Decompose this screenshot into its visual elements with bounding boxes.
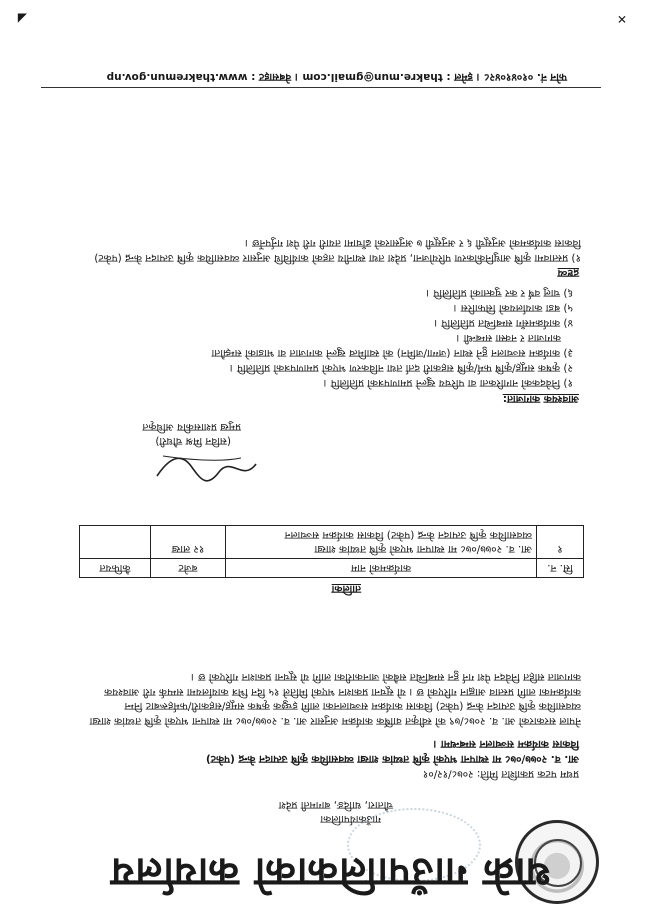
column-header-program: कार्यक्रमको नाम (226, 559, 537, 578)
program-table (79, 525, 584, 578)
document-item-6: ६) चालु वर्ष र कर चुक्ताको प्रतिलिपि । (426, 287, 573, 299)
office-title: थाक्रे गाउँपालिकाको कार्यालय (110, 849, 551, 896)
office-address: चौतारा, धादिङ, बागमती प्रदेश (278, 799, 393, 811)
signatory-designation: प्रमुख प्रशासकीय अधिकृत (142, 421, 241, 433)
corner-tick-mark: ✕ (616, 12, 627, 26)
document-item-5: ५) बडा कार्यालयको सिफारिस । (453, 302, 573, 314)
footer-contact: फोन नं. ०१०४१०४२८ । इमेल : thakre.mun@gmail.com । वेबसाइट : www.thakremun.gov.np (106, 71, 567, 83)
office-subtitle: गाउँकार्यपालिका (320, 813, 381, 825)
table-row (80, 526, 584, 559)
publish-date: प्रथम पटक प्रकाशित मिति: २०७८/१२/०१ (422, 768, 579, 780)
document-item-2: २) कृषक समूह/कृषि फर्म/कृषि सहकारी दर्ता तथा नविकरण भएको प्रमाणपत्रको प्रतिलिपि । (229, 362, 573, 374)
documents-heading: आवश्यक कागजात: (502, 393, 579, 405)
column-header-budget: बजेट (151, 559, 226, 578)
notice-body: नेपाल सरकारको आ. व. २०७८/७९ को स्वीकृत वार्षिक कार्यक्रम अनुसार आ. व. २०७७/०७८ मा स्थापना भएको कृषि तथ्यांक शाखा व्यवसायिक कृषि उत्पादन केन्द्र (पकेट) विकास कार्यक्रम सञ्चालनका लागि इच्छुक कृषक समूह/सहकारी/फर्महरूबाट निम्न कार्यक्रमका लागि प्रस्ताव आह्वान गरिएको छ । यो सूचना प्रकाशन भएको मितिले १५ दिन भित्र कार्यालयमा सम्पर्क गरी आवश्यक कागजात सहित निवेदन पेश गर्न हुन सम्बन्धित सबैको जानकारीका लागि यो सूचना प्रकाशन गरिएको छ । (89, 671, 581, 727)
document-item-3: ३) कार्यक्रम सञ्चालन हुने स्थान (जग्गा/जमिन) को स्वामित्व खुल्ने कागजात वा भाडाको सम्झौता (211, 347, 573, 359)
handwritten-signature (151, 450, 261, 486)
document-item-1: १) निवेदकको नागरिकता वा परिचय खुल्ने प्रमाणपत्रको प्रतिलिपि । (323, 377, 573, 389)
row-sn: १ (537, 526, 584, 559)
document-item-3-cont: कागजात र नक्सा सम्बन्धी । (456, 332, 561, 344)
note-text: १) प्रस्तावमा कृषि आधुनिकीकरण परियोजना, प्रदेश तथा स्थानीय तहको कार्यविधि अनुसार व्यवसायिक कृषि उत्पादन केन्द्र (पकेट) विकास कार्यक्रमको अनुसूची ६ र अनुसूची ७ अनुसारको ढाँचामा तयारी गरी पेश गर्नुपर्नेछ । (94, 237, 581, 264)
row-program-line-2: व्यवसायिक कृषि उत्पादन केन्द्र (पकेट) विकास कार्यक्रम सञ्चालन (284, 529, 532, 541)
signatory-name: (सविन मिश्र चौधरी) (155, 435, 231, 447)
row-program-line-1: आ. व. २०७७/०७८ मा स्थापना भएको कृषि तथ्यांक शाखा (314, 543, 532, 555)
table-heading: तालिका (331, 583, 361, 595)
subject-line-1: आ. व. २०७७/०७८ मा स्थापना भएको कृषि तथ्यांक शाखा व्यवसायिक कृषि उत्पादन केन्द्र (पकेट) (205, 753, 579, 765)
note-heading: द्रष्टव्य (557, 267, 579, 279)
column-header-sn: सि. न. (537, 559, 584, 578)
document-item-4: ४) कार्यक्रमसँग सम्बन्धित प्रतिलिपि । (434, 317, 573, 329)
footer-divider (41, 87, 601, 88)
row-program-name (226, 526, 537, 559)
subject-line-2: विकास कार्यक्रम सञ्चालन सम्बन्धमा । (433, 738, 579, 750)
row-remark (80, 526, 151, 559)
corner-tick-mark: ◢ (17, 12, 27, 26)
row-budget: १२ लाख (151, 526, 226, 559)
column-header-remark: कैफियत (80, 559, 151, 578)
table-header-row (80, 559, 584, 578)
